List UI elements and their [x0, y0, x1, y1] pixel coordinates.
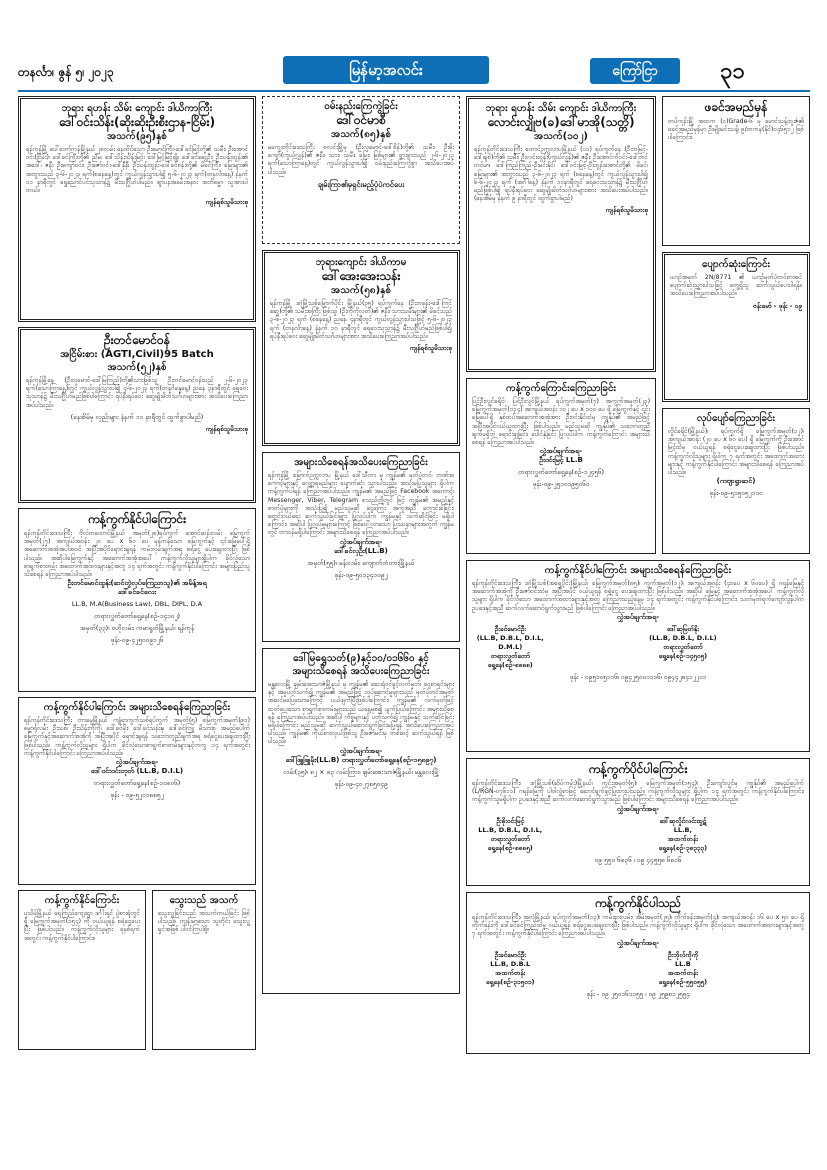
- ad-title-1: ဘုရားကျောင်း ဒါယိကာမ: [315, 257, 407, 268]
- lawyer-registration: အထက်တန်းရှေ့နေ(စဉ်-၅၅၀၅၅): [658, 968, 708, 986]
- ad-authority: လွှဲအပ်ချက်အရ-: [616, 938, 660, 947]
- obituary-ad-2: [18, 327, 256, 503]
- ad-body: ရန်ကုန်မြို့ မြောက်ဥက္ကလာပ မြို့နယ် ဒေါ်သီတာ မှ ကျွန်မ၏ မှတ်ပုံတင်၊ ဘဏ်အကောင့်များနှင့် လျှော့ရမည်များ ပျောက်ဆုံး သွားပါသည်။ အသုံးမပြုသူများ ရှိပါက ကန့်ကွက်ပါရန် ကြေညာအပ်ပါသည်။ ကျွန်မ၏ အမည်ဖြင့် Facebook အကောင့်၊ Messenger, Viber, Telegram စသည်တို့တွင် ဖြင့် ကျွန်မ၏ အမည်နှင့် ဓာတ်ပုံများကို အသုံးပြု၍ မည်သူမဆို ငွေကြေး အကူအညီ တောင်းခံခြင်း၊ ရောင်းဝယ်ရေး ဆက်သွယ်ခြင်းများ ပြုလုပ်ပါက ကျွန်မနှင့် သက်ဆိုင်ခြင်း မရှိပါကြောင်း၊ အဆိုပါ ပြုလုပ်မှုများကြောင့် ဖြစ်ပေါ်လာသော ပြဿနာများအတွက် ကျွန်မတွင် တာဝန်မရှိပါကြောင်း အများသိစေရန် ကြေညာအပ်ပါသည်။: [268, 472, 454, 537]
- lawyer-name: ဦးခင်မောင်ဦး: [494, 624, 526, 633]
- lawyer-address: အမှတ်(၃၃)၊ ဗဟိုလမ်း၊ ကမာရွတ်မြို့နယ်၊ ရန်ကုန်: [79, 624, 195, 633]
- lawyer-name: ဒေါ်ခင်လှဦး(LL.B): [334, 546, 388, 555]
- lost-item-ad: [662, 252, 810, 402]
- ad-highlight: ချမ်းကြာ၏မှရှင်းမည့်ပုံပဲကင်ပေး: [317, 179, 405, 189]
- ad-body: ပြင်ဦးလွင်ခရိုင်၊ ပြင်ဦးလွင်မြို့နယ် ရပ်ကွက်အမှတ်(၇) အကွက်အမှတ်(၂၃) မြေကွက်အမှတ်(၁၃၄) အကျယ်အဝန်း ၁၀၂ ပေ x ၁၀၀ ပေ ရှိ မြေကွက်နှင့် ၎င်းမြေပေါ်ရှိ နှစ်ထပ်အဆောက်အအုံအား ဦးဝင်းနိုင်ထံမှ ကျွန်ုပ်၏ အမည်ဖြင့် အပြီးအပိုင်ဝယ်ယူထားပြီး ဖြစ်ပါသည်။ မည်သူမဆို ကျွန်ုပ်၏ သဘောတူညီချက်မရှိဘဲ ရောင်းချခြင်း၊ ပေါင်နှံခြင်း ပြုလုပ်ပါက ကန့်ကွက်ကြောင်း အများသိစေရန် ကြေညာအပ်ပါသည်။: [472, 398, 650, 447]
- ad-body: ရန်ကုန်တိုင်းဒေသကြီး တာမွေမြို့နယ် ကျုံရာကွက်သစ်ရပ်ကွက် အမှတ်(၅) မြေကွက်အမှတ်(၉၁) ဓမ္မာရုံလမ်း ဦးသစ်၊ ဦးသိန်းကိုကို၊ ဒေါ်ခင်မိုး၊ ဒေါ်ခင်သန်းနု၊ ဒေါ်ခင်ကြူ မိသားစု အမည်ပေါက် မြေကွက်နှင့်အဆောက်အအုံကို အပြီးအပိုင် ရောင်းချရန် သဘောတူညီချက်အရ စရံငွေပေးချေထားပြီး ဖြစ်ပါသည်။ ကန့်ကွက်လိုသူများ ရှိပါက ခိုင်လုံသောစာရွက်စာတမ်းများနှင့်တကွ ၁၄ ရက်အတွင်း ကန့်ကွက်နိုင်ပါကြောင်း ကြေညာအပ်ပါသည်။: [24, 717, 250, 757]
- newspaper-logo: မြန်မာ့အလင်း: [283, 56, 489, 84]
- lawyer-phone: ဖုန်း-၀၉-၄၀၂၇၈၅၀၄၉: [334, 779, 388, 788]
- ad-title: ပျောက်ဆုံးကြောင်း: [701, 259, 771, 270]
- lawyer-block-left: [472, 625, 631, 670]
- obituary-ad-4: [466, 96, 656, 372]
- obituary-ad-1: [18, 96, 256, 322]
- lawyer-registration: တရားလွှတ်တော်ရှေ့နေ(စဉ်-၁၀၈၀၆): [93, 779, 181, 788]
- ad-phone: ဖုန်း-၀၉-၅၁၅၀၅၂၁၁၀: [709, 489, 763, 498]
- ad-title-2: အငြိမ်းစား (AGTI,Civil)95 Batch: [60, 349, 214, 360]
- lawyer-phone: ဖုန်း-၀၉-၅၀၁၃၄၁၀၉၂: [334, 570, 388, 579]
- ad-body: ရန်ကုန်တိုင်းဒေသကြီး ဗိုလ်တထောင်မြို့နယ် အမှတ်(၂၈)ရပ်ကွက် အောင်ဆန်းလမ်း မြေကွက်အမှတ်(၂၇) အကျယ်အဝန်း ၂၀ ပေ x ၆၀ ပေ မှန်ကန်သော မြေကွက်နှင့် ၎င်းမြေပေါ်ရှိ အဆောက်အအုံအပါအဝင် အပြီးအပိုင်ရောင်းချရန် ကမ်းလှမ်းချက်အရ စရံငွေ ပေးချေထားပြီး ဖြစ်ပါသည်။ အဆိုပါမြေကွက်နှင့် အဆောက်အအုံအပေါ် ကန့်ကွက်လိုသူများရှိပါက ခိုင်လုံသော စာရွက်စာတမ်း အထောက်အထားများနှင့်အတူ ၁၄ ရက်အတွင်း ကန့်ကွက်နိုင်ပါကြောင်း အများပြည်သူ သိစေရန် ကြေညာအပ်ပါသည်။: [24, 530, 250, 579]
- issue-date: တနင်္လာ၊ ဇွန် ၅၊ ၂၀၂၃: [18, 65, 114, 79]
- lawyer-block-left: [472, 951, 631, 987]
- page-header: [18, 56, 810, 92]
- ad-body: ရန်ကုန်တိုင်းဒေသကြီး၊ ဒဂုံမြို့သစ်(အရှေ့ပိုင်း)မြို့နယ်၊ မြေကွက်အမှတ်(၈၅)၊ ကွက်အမှတ်(၁၂)၊ အကျယ်အဝန်း (၄၀ပေ x ၆၀ပေ) ရှိ ဂရန်မြေနှင့် အဆောက်အအုံကို ဦးဇော်ဝင်းထံမှ အပြီးအပိုင် ဝယ်ယူရန် စရံငွေ ပေးချေထားပြီး ဖြစ်ပါသည်။ အဆိုပါ မြေနှင့် အဆောက်အအုံအပေါ် ကန့်ကွက်လိုသူများ ရှိပါက ခိုင်လုံသော အထောက်အထားများနှင့်အတူ ကြေညာသည့်နေ့မှ ၁၄ ရက်အတွင်း ကန့်ကွက်နိုင်ပါကြောင်း၊ သတ်မှတ်ရက်ကျော်လွန်ပါက ဥပဒေနှင့်အညီ ဆက်လက်ဆောင်ရွက်သွားမည် ဖြစ်ပါကြောင်း ကြေညာအပ်ပါသည်။: [472, 580, 804, 612]
- father-name-correction-ad: [662, 96, 810, 246]
- lawyer-block-right: [645, 951, 804, 987]
- ad-title: ကန့်ကွက်နိုင်ပါကြောင်း အများသိစေရန်ကြေညာခြင်း: [43, 702, 231, 713]
- ad-title: သွေးသည် အသက်: [169, 895, 239, 906]
- lawyer-name: ဦးဘိုလ်ကိုကို: [667, 950, 699, 959]
- lawyer-name: ဒေါ်ဝင်းဝင်းတုတ် (LL.B, D.I.L): [90, 767, 184, 776]
- ad-subtitle: အသက်(၅၂)နှစ်: [107, 362, 167, 373]
- ad-title-1: ဘုရား ရဟန်း သိမ်း ကျောင်း ဒါယိကာကြီး: [61, 103, 213, 114]
- objection-ad-1: [18, 508, 256, 692]
- lawyer-phone: ဖုန်း-၀၉-၄၂၅၀၀၉၁၂၆: [110, 636, 164, 645]
- ad-authority: လွှဲအပ်ချက်အရ-: [616, 804, 660, 813]
- public-notice-ad-1: [262, 452, 460, 642]
- ad-title: လုပ်ပျော်ကြေညာခြင်း: [696, 413, 776, 424]
- lawyer-block-right: [645, 625, 804, 670]
- ad-signature: ကျန်ရစ်သူမိသားစု: [205, 198, 248, 207]
- ad-body: ယာဉ်အမှတ် 2N/8771 ၏ ယာဉ်မှတ်ပုံတင်စာအုပ် ပျောက်ဆုံးသွားပါသဖြင့် တွေ့ရှိသူ ဆက်သွယ်ပေးပါရန်။ အသိပေးကြေညာအပ်ပါသည်။: [670, 274, 802, 298]
- ad-body: ရန်ကုန်မြို့ ပေါ်ဘော်ကန်မြို့နယ် ၂၈လမ်း နေထိုင်သော ဦးမောင်ကြီး-ဒေါ်ခင်မြင့်တို့၏ သမီး၊ ဦးအောင်ဝင်း(ငြိမ်း)၊ ဒေါ်ခင်ကြီးတို့၏ ညီမ၊ ဒေါ်သိန်းသိန်းမြင့်၊ ဒေါ်မြင့်မြင့်ချို၊ ဒေါ်ခင်ဆွေဦး၊ ဦးသန်းထွန်း၏ အဒေါ်၊ ဇနီး ဦးကျော်ဝင်း၊ ဦးဇော်ဝင်း-ဒေါ်နီနီ၊ ဦးသန်းထွန်း-ဒေါ်ခင်စန်းတို့၏ မိခင်ကြီး၊ မြေးများ၏ အဘွားသည် ၃-၆-၂၀၂၃ ရက်(စနေနေ့)တွင် ကွယ်လွန်သွားပါ၍ ၅-၆-၂၀၂၃ ရက်(တနင်္လာနေ့) နံနက် ၁၁ နာရီတွင် ရွှေညောင်ပင်သုသာန်၌ မီးသင်္ဂြိုဟ်ပါမည်။ ဈာပနအခမ်းအနား အဘိဓမ္မာ သူအားပါတယ်။: [26, 146, 248, 195]
- ad-authority: ဦးတင်မောင်ထွန်း(ဆင်တွဲလုပ်ကြေညာသူ)၏ အမိန့်အရ: [67, 579, 207, 588]
- lawyer-credentials: (LL.B, D.B.L, D.I.L): [649, 633, 717, 642]
- ad-title-1: ဝမ်းနည်းကြေကွဲခြင်း: [324, 101, 398, 112]
- lawyer-credentials: LL.B: [675, 959, 691, 968]
- ad-title: အများသိစေရန်အသိပေးကြေညာခြင်း: [294, 457, 428, 468]
- lawyer-name: ဒေါ်ဆုလှိုင်လင်းထွဋ်: [659, 816, 707, 825]
- ad-subtitle: အသက်(၅၈)နှစ်: [331, 285, 391, 296]
- ad-body: ရန်ကုန်မြို့နေ (ဦးလှမောင်-ဒေါ်မြကြည်)တို့၏သားဖြစ်သူ ဦးတင်မောင်ဝန်သည် ၂-၆-၂၀၂၃ ရက်(သောကြာနေ့)တွင် ကွယ်လွန်သွားပါ၍ ၄-၆-၂၀၂၃ ရက်(တနင်္ဂနွေနေ့) ညနေ ၃နာရီတွင် ရေဝေးသုသာန်၌ မီးသင်္ဂြိုဟ်မည်ဖြစ်ပါကြောင်း ရပ်နီးရပ်ဝေး ဆွေမျိုးမိတ်သင်္ဂဟများအား အသိပေးကြေညာအပ်ပါသည်။: [26, 377, 248, 409]
- lawyer-credentials: LL.B, D.B.L, D.I.L,: [478, 825, 543, 834]
- ad-title-1: ဦးတင်မောင်ဝန်: [104, 333, 170, 347]
- lawyer-phone: ဖုန်း - ၀၉-၅၂၀၁၈၈၅၂: [110, 791, 164, 800]
- obituary-ad-3: [262, 250, 460, 446]
- lawyer-phone: ဖုန်း - ၀၉ ၂၅၀၁၆၁၁၅၅ ၊ ၀၉ ၂၅၉၈၁၂၅၅၄: [586, 989, 690, 998]
- ad-title: ကန့်ကွက်နိုင်ပါကြောင်း အများသိစေရန်ကြေညာခြင်း: [544, 565, 732, 576]
- ad-subtitle: အသက်(၁၀၂): [534, 131, 588, 142]
- ad-note: (နေအိမ်မှ လှည်းများ နံနက် ၁၁ နာရီတွင် ထွက်ခွာပါမည်): [70, 412, 204, 421]
- public-notice-ad-2: [262, 648, 460, 994]
- section-label: ကြော်ငြာ: [590, 58, 680, 84]
- lawyer-registration: တရားလွှတ်တော်ရှေ့နေ(စဉ်-၁၄၁၀၂): [93, 612, 181, 621]
- ad-title-1: ဘုရား ရဟန်း သိမ်း ကျောင်း ဒါယိကာကြီး: [485, 103, 637, 114]
- ad-authority: လွှဲအပ်ချက်အရ-: [339, 537, 383, 546]
- ad-authority: လွှဲအပ်ချက်အရ-: [339, 746, 383, 755]
- ad-body: ရန်ကုန်တိုင်းဒေသကြီး၊ အလုံမြို့နယ်၊ ရပ်ကွက်အမှတ်(၁၃)၊ ကမ်းနားလမ်း၊ အိမ်အမှတ်(၂၅)၊ တိုက်ခန်းအမှတ်(၄)၊ အကျယ်အဝန်း ၁၆ ပေ x ၅၀ ပေ ရှိ တိုက်ခန်းကို ဒေါ်ခင်ခင်ကြည်ထံမှ ဝယ်ယူရန် စရံငွေပေးချေထားပြီး ဖြစ်ပါသည်။ ကန့်ကွက်လိုသူများ ရှိပါက ခိုင်လုံသော အထောက်အထားများနှင့်အတူ ၇ ရက်အတွင်း ကန့်ကွက်နိုင်ပါကြောင်း ကြေညာအပ်ပါသည်။: [472, 914, 804, 938]
- lawyer-registration: တရားလွှတ်တော်ရှေ့နေ(စဉ်-၁၄၅၀၅): [658, 642, 708, 660]
- ad-title: ဖခင်အမည်မှန်: [704, 100, 768, 114]
- lawyer-registration: တရားလွှတ်တော်ရှေ့နေ(စဉ်-၁၂၄၅၆): [517, 468, 605, 477]
- ad-body: ပုသိမ်မြို့နယ် ရေကြည်ကျေးရွာ ဒင်္ဂါးရှင် ပွဲစားရုံတွင်ရှိ မြေကွက်အမှတ်(၁၅၄) ကို ဝယ်ယူရန် စရံငွေပေးပြီး ဖြစ်ပါသည်။ ကန့်ကွက်လိုသူများ ခုနစ်ရက်အတွင်း ကန့်ကွက်နိုင်ပါကြောင်း။: [24, 910, 140, 942]
- lawyer-block-left: [472, 817, 631, 853]
- ad-title: ကန့်ကွက်နိုင်ပါသည်: [594, 896, 682, 910]
- ad-body: တပ်ကုန်းမြို့ အထက (၁)Grade-၆ မှ မောင်သန့်ထူးဇံ၏ ဖခင်အမည်မှန်မှာ ဦးမျိုးမင်းသန့်၊ ၉/တကန(နိုင်)၀၄၆၅၁၂ ဖြစ်ပါကြောင်း။: [668, 118, 804, 142]
- ad-contact: ဗန်းမော် - ဖုန်း - ၀၉: [752, 301, 802, 310]
- lawyer-credentials: LL.B, M.A(Business Law), DBL, DIPL, D.A: [71, 600, 203, 609]
- ad-body: လှိုင်ခရိုင်(မြို့နယ်)၊ ရပ်ကွက်ရှိ မြေကွက်အမှတ်(၁၂)၊ အကျယ်အဝန်း (၂၀ ပေ x ၆၀ ပေ) ရှိ မြေကွက်ကို ဦးအောင်မြင့်ထံမှ ဝယ်ယူရန် စရံငွေပေးချေထားပြီး ဖြစ်ပါသည်။ ကန့်ကွက်လိုသူများ ရှိပါက ၇ ရက်အတွင်း အထောက်အထားများနှင့် ကန့်ကွက်နိုင်ပါကြောင်း အများသိစေရန် ကြေညာအပ်ပါသည်။: [668, 428, 804, 477]
- lawyer-name: ဦးဝင်းမြင့် LL.B: [539, 456, 583, 465]
- ad-authority: လွှဲအပ်ချက်အရ-: [115, 758, 159, 767]
- ad-body: ရန်ကုန်တိုင်းဒေသကြီး၊ ဒဂုံမြို့သစ်(ဆိပ်ကမ်း)မြို့နယ်၊ ကွင်းအမှတ်(၅)၊ မြေကွက်အမှတ်(၁၅၄)၊ ဦးကျော်လွင်မှ ကျွန်ုပ်၏ အမည်ပေါက် (L/RGN-၀၇၆၁၁) ဂရန်မြေကို ပါဝါလွှဲစာဖြင့် ဆောင်ရွက်ခွင့်ပြုထားပါသည်။ ကန့်ကွက်လိုသူများ ရှိပါက ၁၄ ရက်အတွင်း ကန့်ကွက်နိုင်ပါကြောင်း၊ ကန့်ကွက်သူမရှိပါက ဥပဒေနှင့်အညီ ဆက်လက်ဆောင်ရွက်သွားမည် ဖြစ်ပါကြောင်း အများသိစေရန် ကြေညာအပ်ပါသည်။: [472, 780, 804, 804]
- lawyer-credentials: LL.B, D.B.L: [490, 959, 531, 968]
- page-number: ၃၁: [720, 59, 745, 84]
- objection-notice-ad: [466, 378, 656, 554]
- objection-ad-4: [466, 560, 810, 752]
- lawyer-name: ဒေါ်ဆုမြတ်နိုး: [666, 624, 699, 633]
- ad-authority: လွှဲအပ်ချက်အရ-: [616, 612, 660, 621]
- ad-signature: (ကဗျာရွာဆင်): [716, 477, 756, 486]
- ad-subtitle: အသက်(၉၅)နှစ်: [107, 131, 167, 142]
- ad-body: မကွေးတိုင်းဒေသကြီး စလင်းမြို့မှ (ဦးလှမောင်-ဒေါ်စိန်)တို့၏ သမီး၊ ဦးဖိုးကျော်(ကွယ်လွန်)၏ ဇနီး၊ သား၊ သမီး၊ မြေး၊ မြစ်များ၏ ဖွားဖွားသည် ၂-၆-၂၀၂၃ ရက်(သောကြာနေ့)တွင် ကွယ်လွန်သွားပါ၍ ဝမ်းနည်းကြေကွဲစွာ အသိပေးအပ်ပါသည်။: [268, 144, 454, 176]
- announcement-ad: [662, 408, 810, 554]
- ad-signature: ကျန်ရစ်သူမိသားစု: [205, 424, 248, 433]
- objection-ad-6: [466, 892, 810, 1054]
- lawyer-name: ဦးခင်မောင်ဦး: [494, 950, 526, 959]
- ad-title-2: ဒေါ်ဝင်မာစီ: [336, 113, 386, 127]
- ad-subtitle: အသက်(၈၅)နှစ်: [331, 129, 391, 140]
- lawyer-phone: ဖုန်း-၀၉-၂၅၁၀၁၉၅၀၆၀: [532, 480, 590, 489]
- ad-title-2: လောင်းလျှိုဗ(ခ)ဒေါ်မာအို(သတ္တိ): [487, 115, 635, 129]
- ad-body: ရန်ကုန်မြို့ ဒဂုံမြို့သစ်မြောက်ပိုင်း မြို့နယ်(၃၅) ရပ်ကွက်နေ (ဦးဘဖုန်း-ဒေါ်ကြင်ဆွေ)တို့၏ သမီးအကြီး ဖြစ်သူ၊ (ဦးကိုကိုလတ်)၏ ဇနီး၊ သားသမီးများ၏ မိခင်သည် ၃-၆-၂၀၂၃ ရက် (စနေနေ့) ညနေ ၄နာရီတွင် ကွယ်လွန်သွားပါသဖြင့် ၅-၆-၂၀၂၃ ရက် (တနင်္လာနေ့) နံနက် ၁၀ နာရီတွင် ရေဝေးသုသာန်၌ မီးသင်္ဂြိုဟ်မည်ဖြစ်ပါ၍ ရပ်နီးရပ်ဝေး ဆွေမျိုးမိတ်သင်္ဂဟများအား အသိပေးကြေညာအပ်ပါသည်။: [270, 300, 452, 340]
- objection-ad-5: [466, 758, 810, 886]
- ad-title-2: ဒေါ်ဝင်းသိန်း(ဆိုးဆိုးဦးစီးဌာန-ငြိမ်း): [58, 115, 216, 129]
- ad-title-2: ဒေါ်အေးအေးသန်း: [321, 269, 401, 283]
- ad-signature: ကျန်ရစ်သူမိသားစု: [409, 344, 452, 353]
- objection-ad-2: [18, 697, 256, 885]
- ad-authority: လွှဲအပ်ချက်အရ-: [539, 447, 583, 456]
- header-rule: [18, 90, 810, 92]
- ad-title: ကန့်ကွက်ပိုင်ပါကြောင်း: [588, 762, 688, 776]
- lawyer-table: [472, 951, 804, 987]
- lawyer-credentials: (LL.B, D.B.L, D.I.L, D.M.L): [476, 633, 544, 651]
- lawyer-registration: တရားလွှတ်တော်ရှေ့နေ(စဉ်-၈၈၈၈): [487, 651, 533, 669]
- lawyer-block-right: [645, 817, 804, 853]
- ad-title-2: အများသိစေရန် အသိပေးကြေညာခြင်း: [292, 666, 430, 677]
- ad-body: မန္တလေးမြို့ ချမ်းအေးသာဇံမြို့နယ် မှ ကျွန်မ၏ ဆေးရုံဝင်ခွင့်လက်မှတ်၊ ငွေစာရင်းများ နှင့် အမှုပတ်သက်၍ ကျွန်မ၏ အမည်ဖြင့် လုပ်ဆောင်မှုများသည် မှတ်ပုံတင်အမှတ် အဆင်မပြေသောကြောင့် ပယ်ဖျက်ပြီးဖြစ်ပါကြောင်း၊ ကျွန်မ၏ လက်မှတ်ဖြင့် ထုတ်ပေးသော စာရွက်စာတမ်းများသည် ယနေ့မှစ၍ ပျက်ပြယ်ကြောင်း အများသိစေရန် ကြေညာအပ်ပါသည်။ အဆိုပါ ကိစ္စများနှင့် ပတ်သက်၍ ကျွန်မနှင့် သက်ဆိုင်ခြင်းမရှိပါကြောင်း မည်သူမဆို ဆက်သွယ်ဆောင်ရွက်ခြင်းမပြုရန် အသိပေးကြေညာအပ်ပါသည်။ ကျွန်မ၏ ကိုယ်စားလှယ်ဖြစ်သူ ဦးဇော်မင်းမှ တစ်ဆင့် ဆက်သွယ်ရန် ဖြစ်ပါသည်။: [268, 681, 454, 746]
- lawyer-name: ဒေါ်ခင်ခင်လေး: [117, 588, 157, 597]
- lawyer-registration: အထက်တန်းရှေ့နေ(စဉ်-၃၈၃၃၃): [658, 834, 708, 852]
- lawyer-registration: တရားလွှတ်တော်ရှေ့နေ(စဉ်-၈၈၈၅): [487, 834, 533, 852]
- lawyer-phone: ၀၉ ၅၅၀ ၆၈၃၆ ၊ ၀၉ ၄၄၅၅၈ ၆၈၁၆: [594, 855, 682, 864]
- ad-body: ရန်ကုန်တိုင်းဒေသကြီး တောင်ဥက္ကလာပမြို့နယ် (၁၁) ရပ်ကွက်နေ (ဦးဘမြင့်-ဒေါ်ချစ်)တို့၏ သမီး၊ ဦးလင်းထွန်း(ကွယ်လွန်)၏ ဇနီး၊ ဦးအောင်ကိုဝင်း-ဒေါ်တင်တင်မာ၊ ဒေါ်ကြည်ကြည်-ဦးမင်းနိုင်၊ ဒေါ်ဝင်းမြင့်-ဦးထွန်းအောင်တို့၏ မိခင်၊ မြေးများ၏ အဘွားသည် ၃-၆-၂၀၂၃ ရက် (စနေနေ့)တွင် ကွယ်လွန်သွားပါ၍ ၆-၆-၂၀၂၃ ရက် (အင်္ဂါနေ့) နံနက် ၁၀နာရီတွင် ရေဝေးသုသာန်၌ မီးသင်္ဂြိုဟ်မည်ဖြစ်ပါ၍ ရပ်နီးရပ်ဝေး ဆွေမျိုးမိတ်သင်္ဂဟများအား အသိပေးအပ်ပါသည်။ (နေအိမ်မှ နံနက် ၉ နာရီတွင် ထွက်ခွာပါမည်): [474, 146, 648, 203]
- lawyer-registration: အထက်တန်းရှေ့နေ(စဉ်-၃၁၅၀၁): [486, 968, 535, 986]
- ad-title: ကန့်ကွက်နိုင်ကြောင်း: [44, 895, 120, 906]
- lawyer-table: [472, 817, 804, 853]
- lawyer-address: လမ်း(၃၅)၊ ၈၂ × ၈၃ လမ်းကြား၊ ချမ်းအေးသာဇံမြို့နယ်၊ မန္တလေးမြို့: [283, 767, 439, 776]
- ad-signature: ကျန်ရစ်သူမိသားစု: [605, 206, 648, 215]
- lawyer-phone: ဖုန်း - ၀၉၅၁၀၅၁၁၆၊ ၀၉၄၂၅၀၀၁၁၁၆၊ ၀၉၄၄၂၈၄၁၂၂၁၁: [569, 672, 707, 681]
- lawyer-table: [472, 625, 804, 670]
- lawyer-credentials: LL.B,: [673, 825, 692, 834]
- blood-donation-ad: [152, 890, 256, 1050]
- ad-body: သွေးလှူခြင်းသည် အသက်ကယ်ခြင်း ဖြစ်ပါသည်။ ကျန်းမာသော သူတိုင်း သွေးလှူရှင်အဖြစ် ပါဝင်ကြပါစို့။: [158, 910, 250, 934]
- lawyer-name: ဦးစိုးဝင်းမြင့်: [496, 816, 525, 825]
- lawyer-address: အမှတ်(၅၅)၊ မန်းလမ်း၊ ကျောက်တံတားမြို့နယ်: [307, 558, 415, 567]
- condolence-ad: [262, 96, 460, 244]
- ad-title-1: ဒေါ်မြရွှေသတ်(၉)နှင့်၁၀/၀၁၆၆၀ နှင့်: [293, 653, 429, 664]
- ad-title: ကန့်ကွက်နိုင်ပါကြောင်း: [87, 512, 187, 526]
- ad-title: ကန့်ကွက်ကြောင်းကြေညာခြင်း: [505, 383, 617, 394]
- objection-ad-3: [18, 890, 146, 1050]
- lawyer-name: ဒေါ်ဖြူဖြူမိုး(LL.B) တရားလွှတ်တော်ရှေ့နေ(စဉ်-၁၅၈၉၇): [285, 755, 437, 764]
